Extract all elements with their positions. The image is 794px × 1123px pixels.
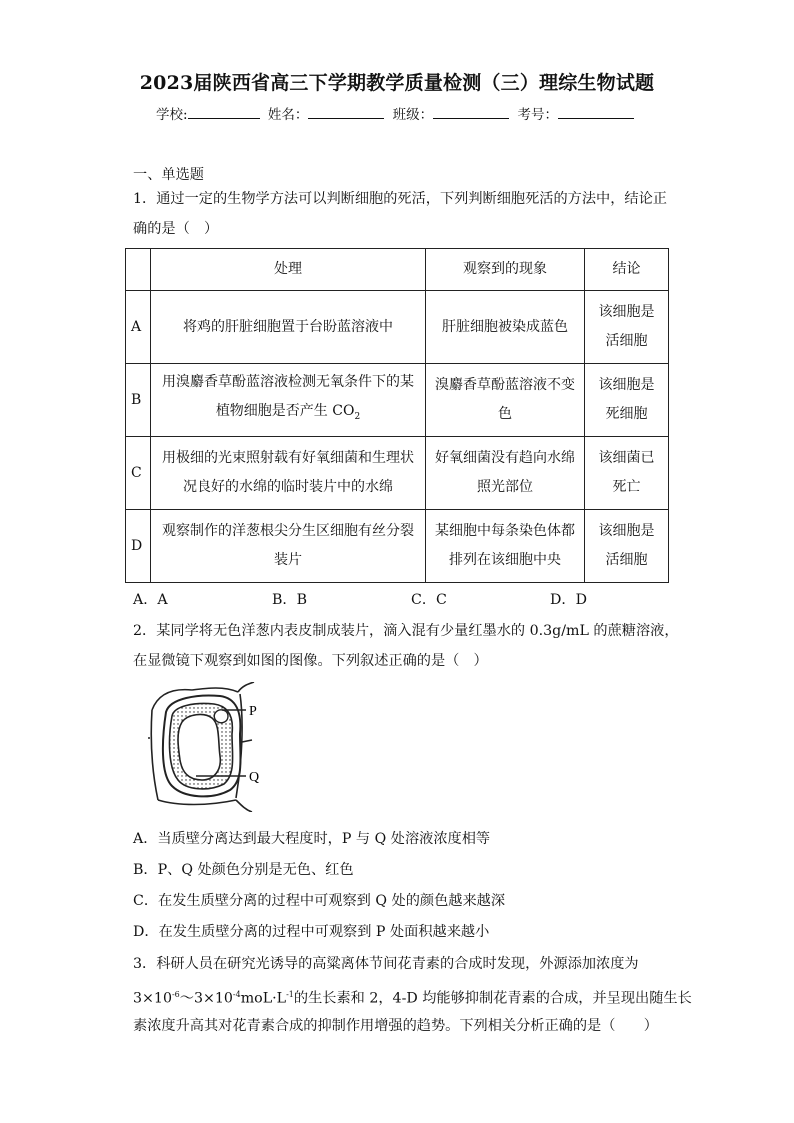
header-conclusion: 结论 (585, 249, 669, 291)
vacuole (178, 715, 220, 780)
q1-option-a[interactable]: A．A (133, 592, 168, 608)
table-row (126, 510, 669, 583)
q2-option-c[interactable]: C．在发生质壁分离的过程中可观察到 Q 处的颜色越来越深 (133, 893, 506, 909)
q1-option-c[interactable]: C．C (411, 592, 447, 608)
header-empty-cell (126, 249, 151, 291)
row-treatment: 将鸡的肝脏细胞置于台盼蓝溶液中 (151, 291, 426, 364)
number-blank[interactable] (558, 104, 634, 119)
q3-stem-line1: 3．科研人员在研究光诱导的高粱离体节间花青素的合成时发现，外源添加浓度为 (133, 956, 639, 972)
row-treatment: 用溴麝香草酚蓝溶液检测无氧条件下的某 植物细胞是否产生 $CO_2$ (151, 364, 426, 437)
row-label: C (126, 437, 151, 510)
row-observation: 溴麝香草酚蓝溶液不变 色 (426, 364, 585, 437)
q1-stem-line2: 确的是（ ） (133, 221, 219, 237)
q2-stem-line1: 2．某同学将无色洋葱内表皮制成装片，滴入混有少量红墨水的 0.3g/mL 的蔗糖溶液， (133, 623, 679, 639)
section-heading: 一、单选题 (133, 167, 204, 183)
row-treatment: 观察制作的洋葱根尖分生区细胞有丝分裂 装片 (151, 510, 426, 583)
row-conclusion: 该细胞是 死细胞 (585, 364, 669, 437)
row-conclusion: 该细胞是 活细胞 (585, 510, 669, 583)
row-observation: 某细胞中每条染色体都 排列在该细胞中央 (426, 510, 585, 583)
row-conclusion: 该细胞是 活细胞 (585, 291, 669, 364)
q1-stem-line1: 1．通过一定的生物学方法可以判断细胞的死活，下列判断细胞死活的方法中，结论正 (133, 191, 667, 207)
label-p: P (249, 704, 257, 719)
school-label: 学校: (156, 107, 188, 123)
table-row (126, 364, 669, 437)
row-conclusion: 该细菌已 死亡 (585, 437, 669, 510)
q2-option-d[interactable]: D．在发生质壁分离的过程中可观察到 P 处面积越来越小 (133, 924, 490, 940)
table-row (126, 437, 669, 510)
student-info-line (0, 103, 794, 123)
q2-stem-line2: 在显微镜下观察到如图的图像。下列叙述正确的是（ ） (133, 653, 488, 669)
name-blank[interactable] (308, 104, 384, 119)
row-label: D (126, 510, 151, 583)
label-q: Q (249, 770, 260, 785)
name-label: 姓名： (267, 107, 309, 123)
row-observation: 肝脏细胞被染成蓝色 (426, 291, 585, 364)
school-blank[interactable] (188, 104, 260, 119)
page-title: 2023届陕西省高三下学期教学质量检测（三）理综生物试题 (139, 72, 655, 94)
header-observation: 观察到的现象 (426, 249, 585, 291)
row-label: A (126, 291, 151, 364)
table-header-row (126, 249, 669, 291)
q2-option-a[interactable]: A．当质壁分离达到最大程度时，P 与 Q 处溶液浓度相等 (133, 831, 491, 847)
q1-options (133, 589, 689, 611)
row-treatment: 用极细的光束照射载有好氧细菌和生理状 况良好的水绵的临时装片中的水绵 (151, 437, 426, 510)
nucleus (214, 710, 228, 723)
header-treatment: 处理 (151, 249, 426, 291)
row-label: B (126, 364, 151, 437)
plasmolysis-cell-figure (148, 682, 278, 812)
q1-option-b[interactable]: B．B (272, 592, 308, 608)
number-label: 考号： (517, 107, 558, 123)
row-observation: 好氧细菌没有趋向水绵 照光部位 (426, 437, 585, 510)
q1-option-d[interactable]: D．D (550, 592, 587, 608)
q2-option-b[interactable]: B．P、Q 处颜色分别是无色、红色 (133, 862, 354, 878)
q3-stem-line2: $3\times 10^{-6}\sim 3\times 10^{-4}moL\cdot L^{-1}$的生长素和 2，4-D 均能够抑制花青素的合成，并呈现出随生长 (133, 990, 692, 1007)
class-label: 班级： (392, 107, 434, 123)
q3-stem-line3: 素浓度升高其对花青素合成的抑制作用增强的趋势。下列相关分析正确的是（ ） (133, 1018, 658, 1034)
q1-table (125, 248, 669, 583)
table-row (126, 291, 669, 364)
class-blank[interactable] (433, 104, 509, 119)
